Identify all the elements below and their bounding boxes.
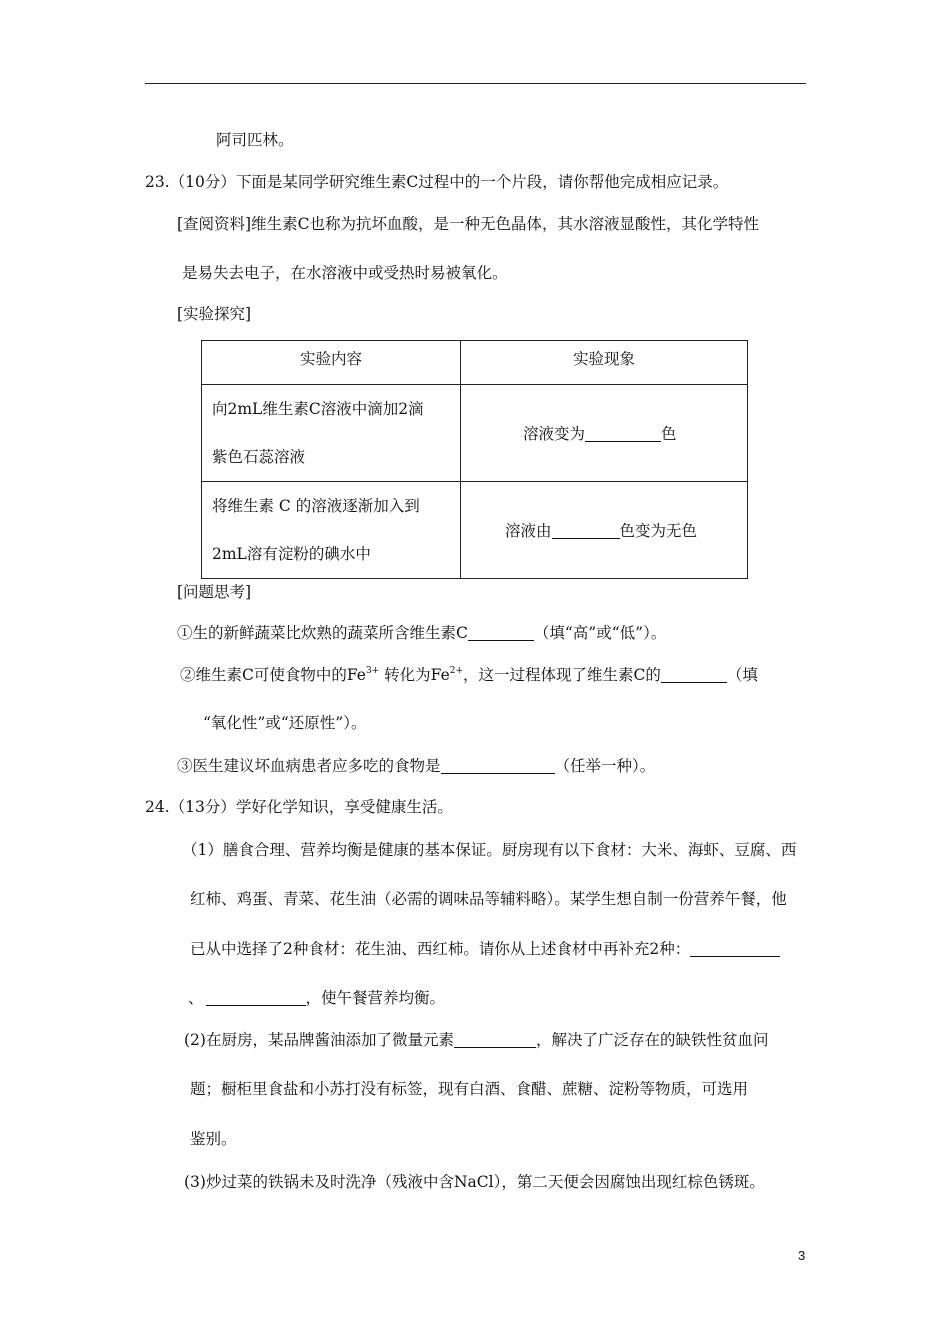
t3-answer-blank[interactable]	[441, 758, 555, 775]
q24-p1-line4	[188, 986, 445, 1008]
q23-think-label: [问题思考]	[177, 583, 252, 601]
q24-heading: 24.（13分）学好化学知识，享受健康生活。	[145, 798, 453, 816]
p2-line1-pre: (2)在厨房，某品牌酱油添加了微量元素	[184, 1031, 454, 1049]
row2-phen-pre: 溶液由	[505, 522, 552, 540]
q23-explore-label: [实验探究]	[177, 305, 252, 323]
t2-a: ②维生素C可使食物中的Fe	[180, 666, 366, 684]
q24-p3-line1: (3)炒过菜的铁锅未及时洗净（残液中含NaCl），第二天便会因腐蚀出现红棕色锈斑。	[184, 1173, 765, 1191]
row1-answer-blank[interactable]	[585, 426, 661, 443]
row1-phen-pre: 溶液变为	[523, 425, 586, 443]
phenomenon-cell	[461, 385, 748, 482]
q23-think-item2-line2: “氧化性”或“还原性”）。	[203, 714, 367, 732]
row1-phen-post: 色	[661, 425, 677, 443]
q23-heading: 23.（10分）下面是某同学研究维生素C过程中的一个片段，请你帮他完成相应记录。	[145, 173, 729, 191]
fe2-charge: 2+	[449, 666, 464, 676]
t1-answer-blank[interactable]	[468, 625, 534, 642]
table-row	[202, 482, 748, 579]
t3-pre: ③医生建议坏血病患者应多吃的食物是	[177, 757, 441, 775]
experiment-table	[201, 340, 748, 579]
p1-line4-post: ，使午餐营养均衡。	[305, 989, 446, 1007]
header-phenomenon: 实验现象	[572, 349, 635, 368]
content-cell	[202, 385, 461, 482]
table-row	[202, 385, 748, 482]
page-number: 3	[798, 1248, 806, 1263]
row2-answer-blank[interactable]	[552, 523, 620, 540]
q23-info-line1: [查阅资料]维生素C也称为抗坏血酸，是一种无色晶体，其水溶液显酸性，其化学特性	[177, 215, 759, 233]
table-header-cell	[461, 341, 748, 385]
header-content: 实验内容	[299, 349, 362, 368]
q23-info-line2: 是易失去电子，在水溶液中或受热时易被氧化。	[182, 264, 508, 282]
food-answer-blank-1[interactable]	[690, 941, 780, 958]
t2-b: 转化为Fe	[379, 666, 450, 684]
q24-p1-line2: 红柿、鸡蛋、青菜、花生油（必需的调味品等辅料略）。某学生想自制一份营养午餐，他	[190, 890, 787, 908]
q23-think-item3	[177, 754, 655, 776]
q23-think-item2	[180, 663, 758, 685]
food-answer-blank-2[interactable]	[206, 990, 306, 1007]
t2-post: （填	[726, 666, 758, 684]
p1-line4-pre: 、	[188, 989, 204, 1007]
row2-content-line2: 2mL溶有淀粉的碘水中	[212, 545, 371, 563]
table-header-row	[202, 341, 748, 385]
q24-p1-line1: （1）膳食合理、营养均衡是健康的基本保证。厨房现有以下食材：大米、海虾、豆腐、西	[182, 841, 797, 859]
q24-p1-line3	[190, 937, 780, 959]
t3-post: （任举一种）。	[554, 757, 656, 775]
row2-content-line1: 将维生素 C 的溶液逐渐加入到	[212, 497, 420, 515]
content-cell	[202, 482, 461, 579]
element-answer-blank[interactable]	[454, 1032, 536, 1049]
q24-p2-line3: 鉴别。	[190, 1130, 237, 1148]
header-rule	[145, 83, 806, 84]
row1-content-line1: 向2mL维生素C溶液中滴加2滴	[212, 400, 424, 418]
q23-think-item1	[177, 621, 666, 643]
t2-answer-blank[interactable]	[661, 667, 727, 684]
t1-post: （填“高”或“低”）。	[533, 624, 667, 642]
p1-line3-text: 已从中选择了2种食材：花生油、西红柿。请你从上述食材中再补充2种：	[190, 940, 691, 958]
row1-content-line2: 紫色石蕊溶液	[212, 448, 306, 466]
t2-c: ，这一过程体现了维生素C的	[463, 666, 661, 684]
p2-line1-post: ，解决了广泛存在的缺铁性贫血问	[535, 1031, 769, 1049]
fe3-charge: 3+	[365, 666, 380, 676]
table-header-cell	[202, 341, 461, 385]
row2-phen-post: 色变为无色	[619, 522, 698, 540]
continuation-text: 阿司匹林。	[216, 131, 294, 149]
phenomenon-cell	[461, 482, 748, 579]
t1-pre: ①生的新鲜蔬菜比炊熟的蔬菜所含维生素C	[177, 624, 468, 642]
q24-p2-line1	[184, 1028, 768, 1050]
q24-p2-line2: 题；橱柜里食盐和小苏打没有标签，现有白酒、食醋、蔗糖、淀粉等物质，可选用	[190, 1080, 749, 1098]
